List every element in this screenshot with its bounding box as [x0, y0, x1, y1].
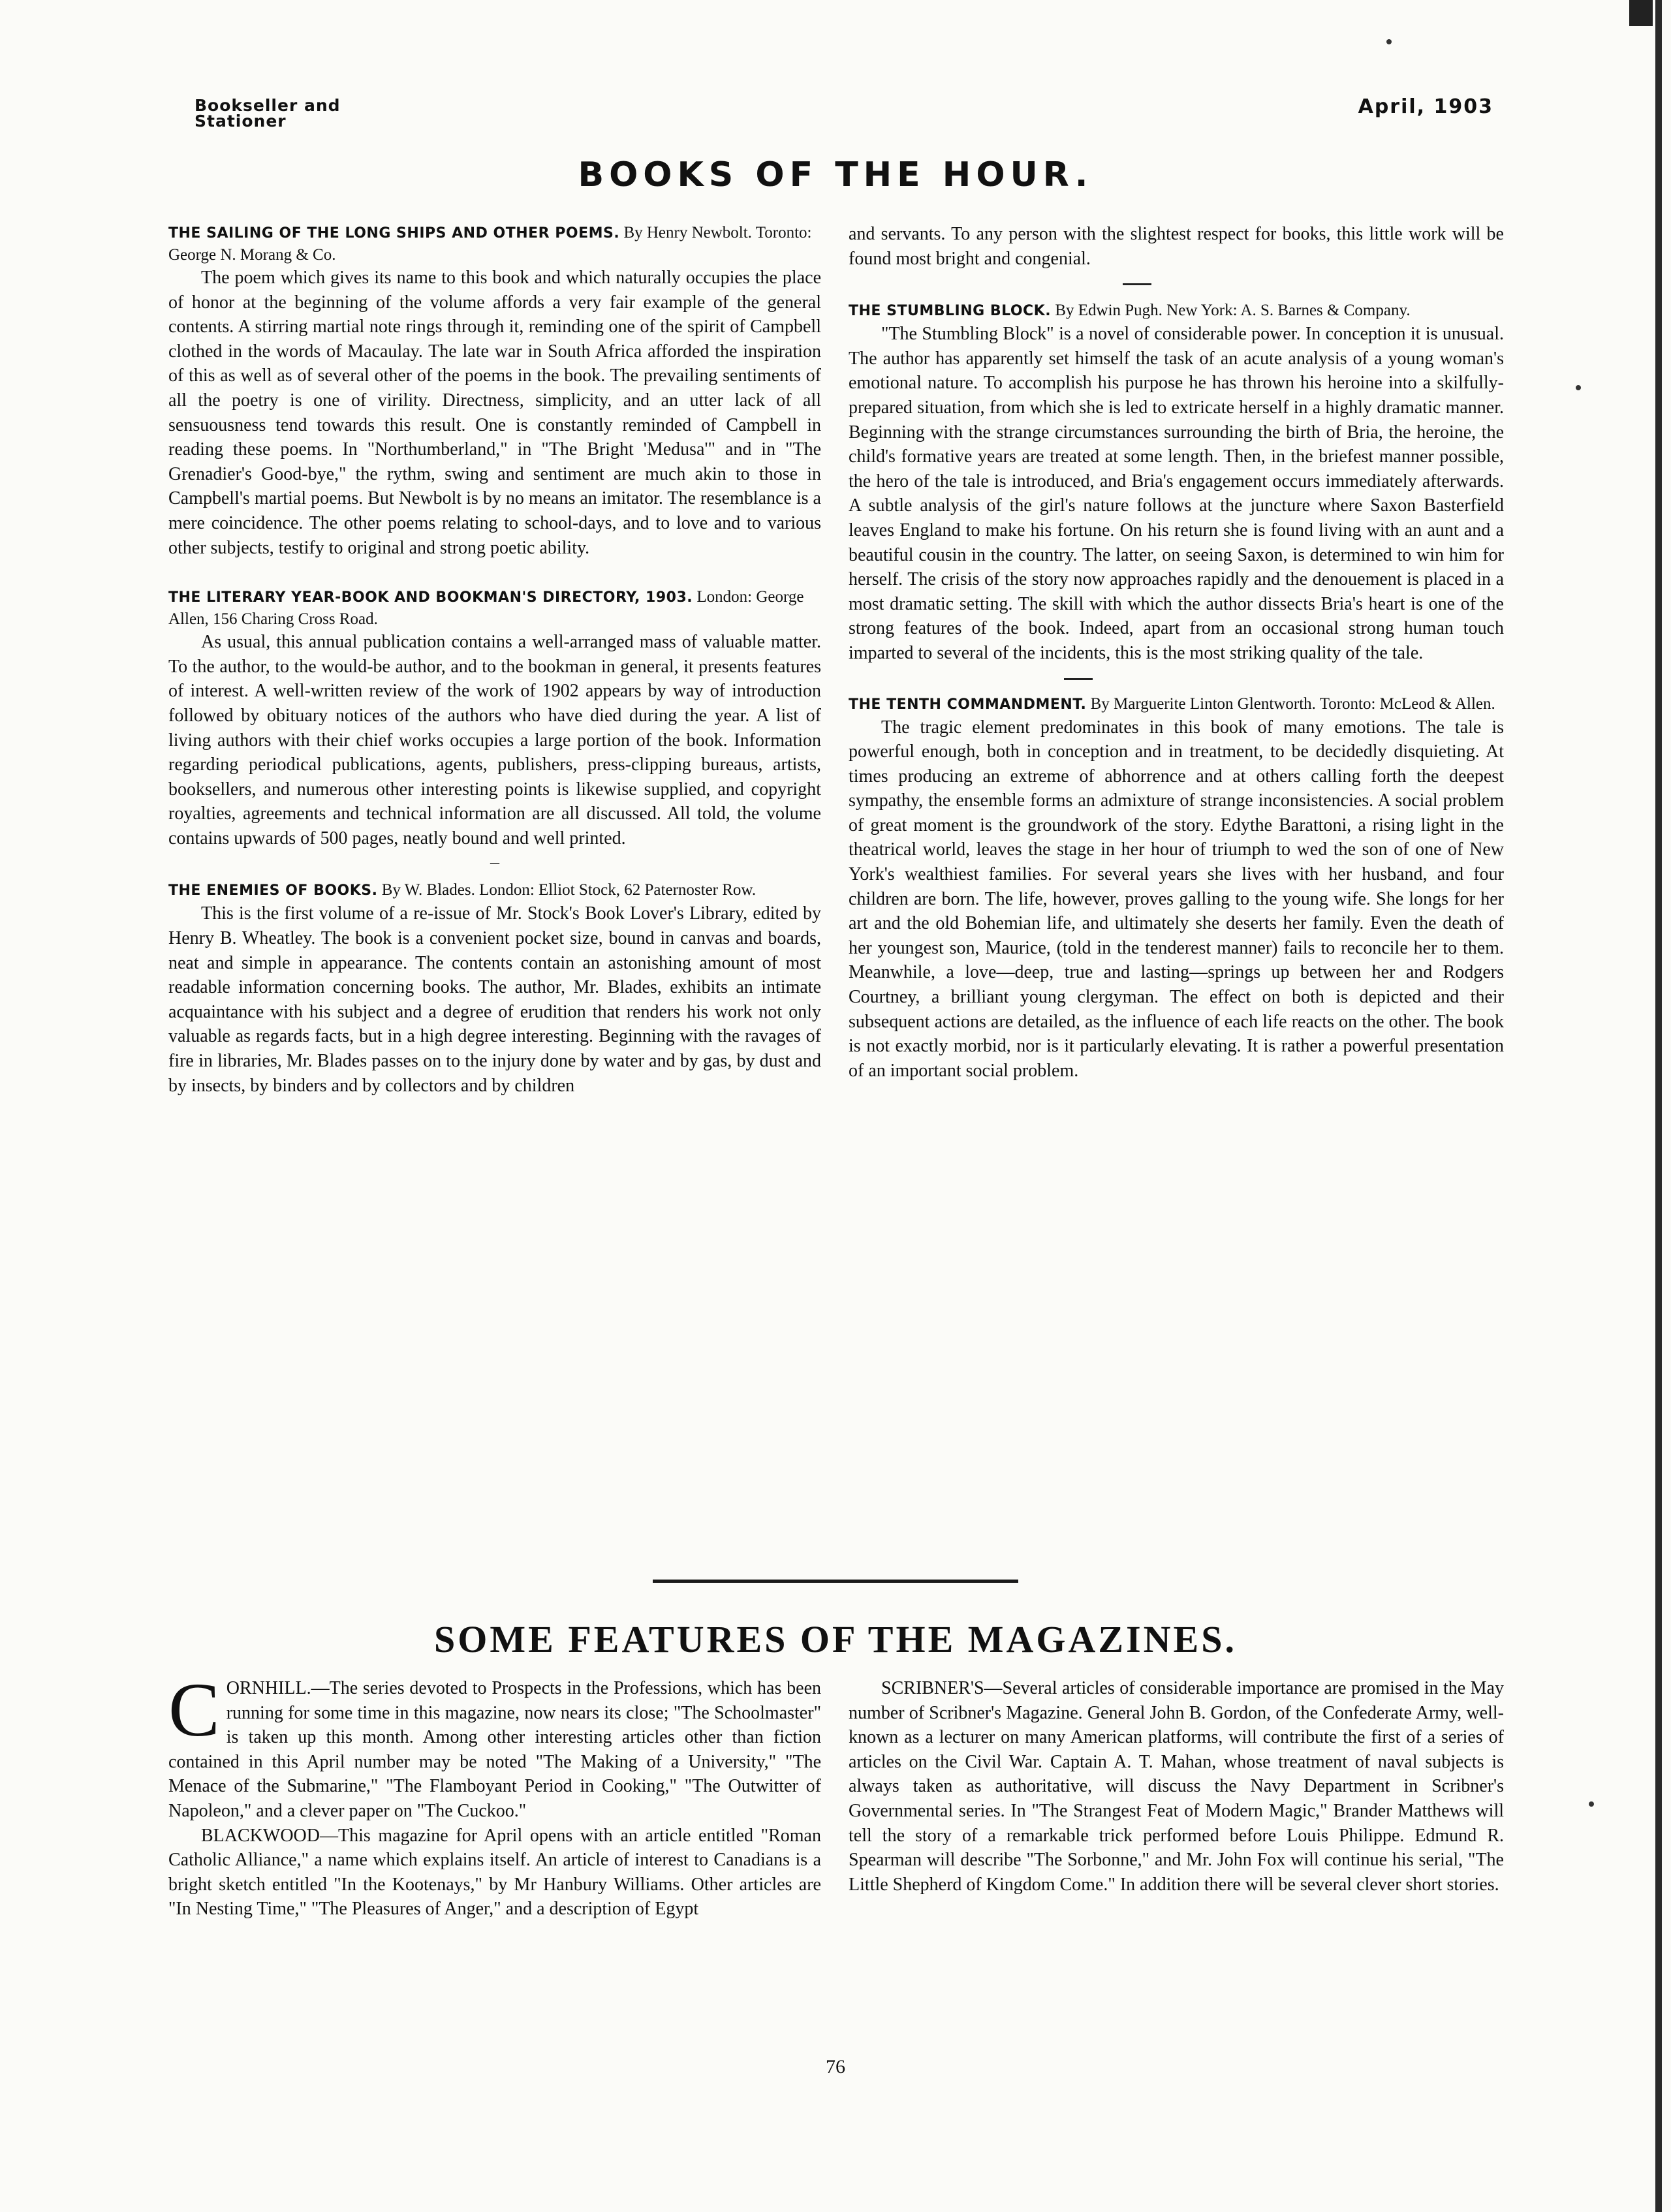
review-heading [849, 300, 1504, 322]
review-body: The tragic element predominates in this book of many emotions. The tale is powerful enough, both in conception and in treatment, to be decidedly disquieting. At times producing an extreme of abhorrence and at others calling forth the deepest sympathy, the ensemble forms an admixture of strange inconsistencies. A social problem of great moment is the groundwork of the story. Edythe Barattoni, a rising light in the theatrical world, leaves the stage in her hour of triumph to wed the son of one of New York's wealthiest families. For several years she lives with her husband, and four children are born. The life, however, proves galling to the young wife. She longs for her art and the old Bohemian life, and ultimately she deserts her family. Even the death of her youngest son, Maurice, (told in the tenderest manner) fails to reconcile her to them. Meanwhile, a love—deep, true and lasting—springs up between her and Rodgers Courtney, a brilliant young clergyman. The effect on both is depicted and their subsequent actions are detailed, as the influence of each life reacts on the other. The book is not exactly morbid, nor is it particularly elevating. It is rather a powerful presentation of an important social problem. [849, 717, 1504, 1081]
review-separator [849, 273, 1504, 293]
magazine-text: ORNHILL.—The series devoted to Prospects in the Professions, which has been running for some time in this magazine, now nears its close; "The Schoolmaster" is taken up this month. Among other interesting articles other than fiction contained in this April number may be noted "The Making of a University," "The Menace of the Submarine," "The Flamboyant Period in Cooking," "The Outwitter of Napoleon," and a clever paper on "The Cuckoo." [168, 1678, 821, 1821]
review-heading [168, 222, 821, 266]
masthead-line-1: Bookseller and [195, 96, 341, 115]
drop-cap: C [168, 1667, 220, 1752]
review-title: THE ENEMIES OF BOOKS. [168, 882, 378, 899]
magazine-paragraph-cornhill [168, 1667, 821, 1824]
masthead-line-2: Stationer [195, 112, 287, 131]
page-title: BOOKS OF THE HOUR. [578, 155, 1093, 195]
review-meta: By Edwin Pugh. New York: A. S. Barnes & Company. [1055, 302, 1411, 320]
reviews-left-column [168, 222, 821, 1098]
review-meta: By Henry Newbolt. Toronto: George N. Morang & Co. [168, 224, 812, 264]
section-divider [653, 1580, 1018, 1583]
review-body: This is the first volume of a re-issue of Mr. Stock's Book Lover's Library, edited by Henry B. Wheatley. The book is a convenient pocket size, bound in canvas and boards, neat and simple in appearance. The contents contain an astonishing amount of most readable information concerning books. The author, Mr. Blades, exhibits an intimate acquaintance with his subject and a degree of erudition that renders his work not only valuable as regards facts, but in a high degree interesting. Beginning with the ravages of fire in libraries, Mr. Blades passes on to the injury done by water and by gas, by dust and by insects, by binders and by collectors and by children [168, 903, 821, 1096]
reviews-right-column [849, 222, 1504, 1083]
review-continuation: and servants. To any person with the slightest respect for books, this little work will be found most bright and congenial. [849, 224, 1504, 269]
review-body: "The Stumbling Block" is a novel of considerable power. In conception it is unusual. The author has apparently set himself the task of an acute analysis of a young woman's emotional nature. To accomplish his purpose he has thrown his heroine into a skilfully-prepared situation, from which she is led to extricate herself in a highly dramatic manner. Beginning with the strange circumstances surrounding the birth of Bria, the heroine, the child's formative years are treated at some length. Then, in the briefest manner possible, the hero of the tale is introduced, and Bria's engagement occurs immediately afterwards. A subtle analysis of the girl's nature follows at the juncture where Saxon Basterfield leaves England to make his fortune. On his return she is found living with an aunt and a beautiful cousin in the country. The latter, on seeing Saxon, is determined to win him for herself. The crisis of the story now approaches rapidly and the denouement is placed in a most dramatic setting. The skill with which the author dissects Bria's heart is one of the strong features of the book. Indeed, apart from an occasional strong human touch imparted to several of the incidents, this is the most striking quality of the tale. [849, 324, 1504, 663]
magazines-section-title: SOME FEATURES OF THE MAGAZINES. [434, 1618, 1237, 1660]
review-title: THE SAILING OF THE LONG SHIPS AND OTHER POEMS. [168, 225, 620, 241]
magazines-right-column [849, 1676, 1504, 1897]
review-title: THE LITERARY YEAR-BOOK AND BOOKMAN'S DIRECTORY, 1903. [168, 589, 693, 606]
magazines-left-column [168, 1667, 821, 1922]
print-speck [1589, 1801, 1594, 1807]
print-speck [1386, 39, 1392, 44]
review-title: THE STUMBLING BLOCK. [849, 303, 1052, 320]
review-heading [168, 879, 821, 901]
corner-mark [1629, 0, 1653, 26]
masthead-publication [195, 98, 341, 129]
review-separator [849, 668, 1504, 688]
page-edge-rule [1655, 0, 1662, 2212]
review-meta: By W. Blades. London: Elliot Stock, 62 Paternoster Row. [381, 881, 757, 899]
review-body: As usual, this annual publication contains a well-arranged mass of valuable matter. To the author, to the would-be author, and to the bookman in general, it presents features of interest. A well-written review of the work of 1902 appears by way of introduction followed by obituary notices of the authors who have died during the year. A list of living authors with their chief works occupies a large portion of the book. Information regarding periodical publications, agents, publishers, press-clipping bureaus, artists, booksellers, and numerous other interesting points is likewise supplied, and copyright royalties, agreements and technical information are all discussed. All told, the volume contains upwards of 500 pages, neatly bound and well printed. [168, 632, 821, 849]
magazine-paragraph-scribners: SCRIBNER'S—Several articles of considerable importance are promised in the May number of Scribner's Magazine. General John B. Gordon, of the Confederate Army, well-known as a lecturer on many American platforms, will contribute the first of a series of articles on the Civil War. Captain A. T. Mahan, whose treatment of naval subjects is always taken as authoritative, will discuss the Navy Department in Scribner's Governmental series. In "The Strangest Feat of Modern Magic," Brander Matthews will tell the story of a remarkable trick performed before Louis Philippe. Edmund R. Spearman will describe "The Sorbonne," and Mr. John Fox will continue his serial, "The Little Shepherd of Kingdom Come." In addition there will be several clever short stories. [849, 1678, 1504, 1895]
magazine-paragraph-blackwood: BLACKWOOD—This magazine for April opens with an article entitled "Roman Catholic Alliance," a name which explains itself. An article of interest to Canadians is a bright sketch entitled "In the Kootenays," by Mr Hanbury Williams. Other articles are "In Nesting Time," "The Pleasures of Anger," and a description of Egypt [168, 1825, 821, 1920]
review-meta: London: George Allen, 156 Charing Cross Road. [168, 588, 804, 629]
review-meta: By Marguerite Linton Glentworth. Toronto: McLeod & Allen. [1090, 694, 1495, 713]
page-number: 76 [826, 2056, 845, 2078]
review-heading [168, 586, 821, 630]
review-title: THE TENTH COMMANDMENT. [849, 696, 1087, 713]
print-speck [1576, 385, 1581, 390]
review-body: The poem which gives its name to this book and which naturally occupies the place of honor at the beginning of the volume affords a very fair example of the general contents. A stirring martial note rings through it, reminding one of the spirit of Campbell clothed in the words of Macaulay. The late war in South Africa afforded the inspiration of this as well as of several other of the poems in the book. The prevailing sentiments of all the poetry is one of virility. Directness, simplicity, and an utter lack of all sensuousness tend towards this result. One is constantly reminded of Campbell in reading these poems. In "Northumberland," in "The Bright 'Medusa'" and in "The Grenadier's Good-bye," the rythm, swing and sentiment are much akin to those in Campbell's martial poems. But Newbolt is by no means an imitator. The resemblance is a mere coincidence. The other poems relating to school-days, and to love and to various other subjects, testify to original and strong poetic ability. [168, 268, 821, 558]
review-heading [849, 693, 1504, 715]
masthead-date: April, 1903 [1358, 95, 1493, 118]
review-separator: – [490, 852, 499, 873]
